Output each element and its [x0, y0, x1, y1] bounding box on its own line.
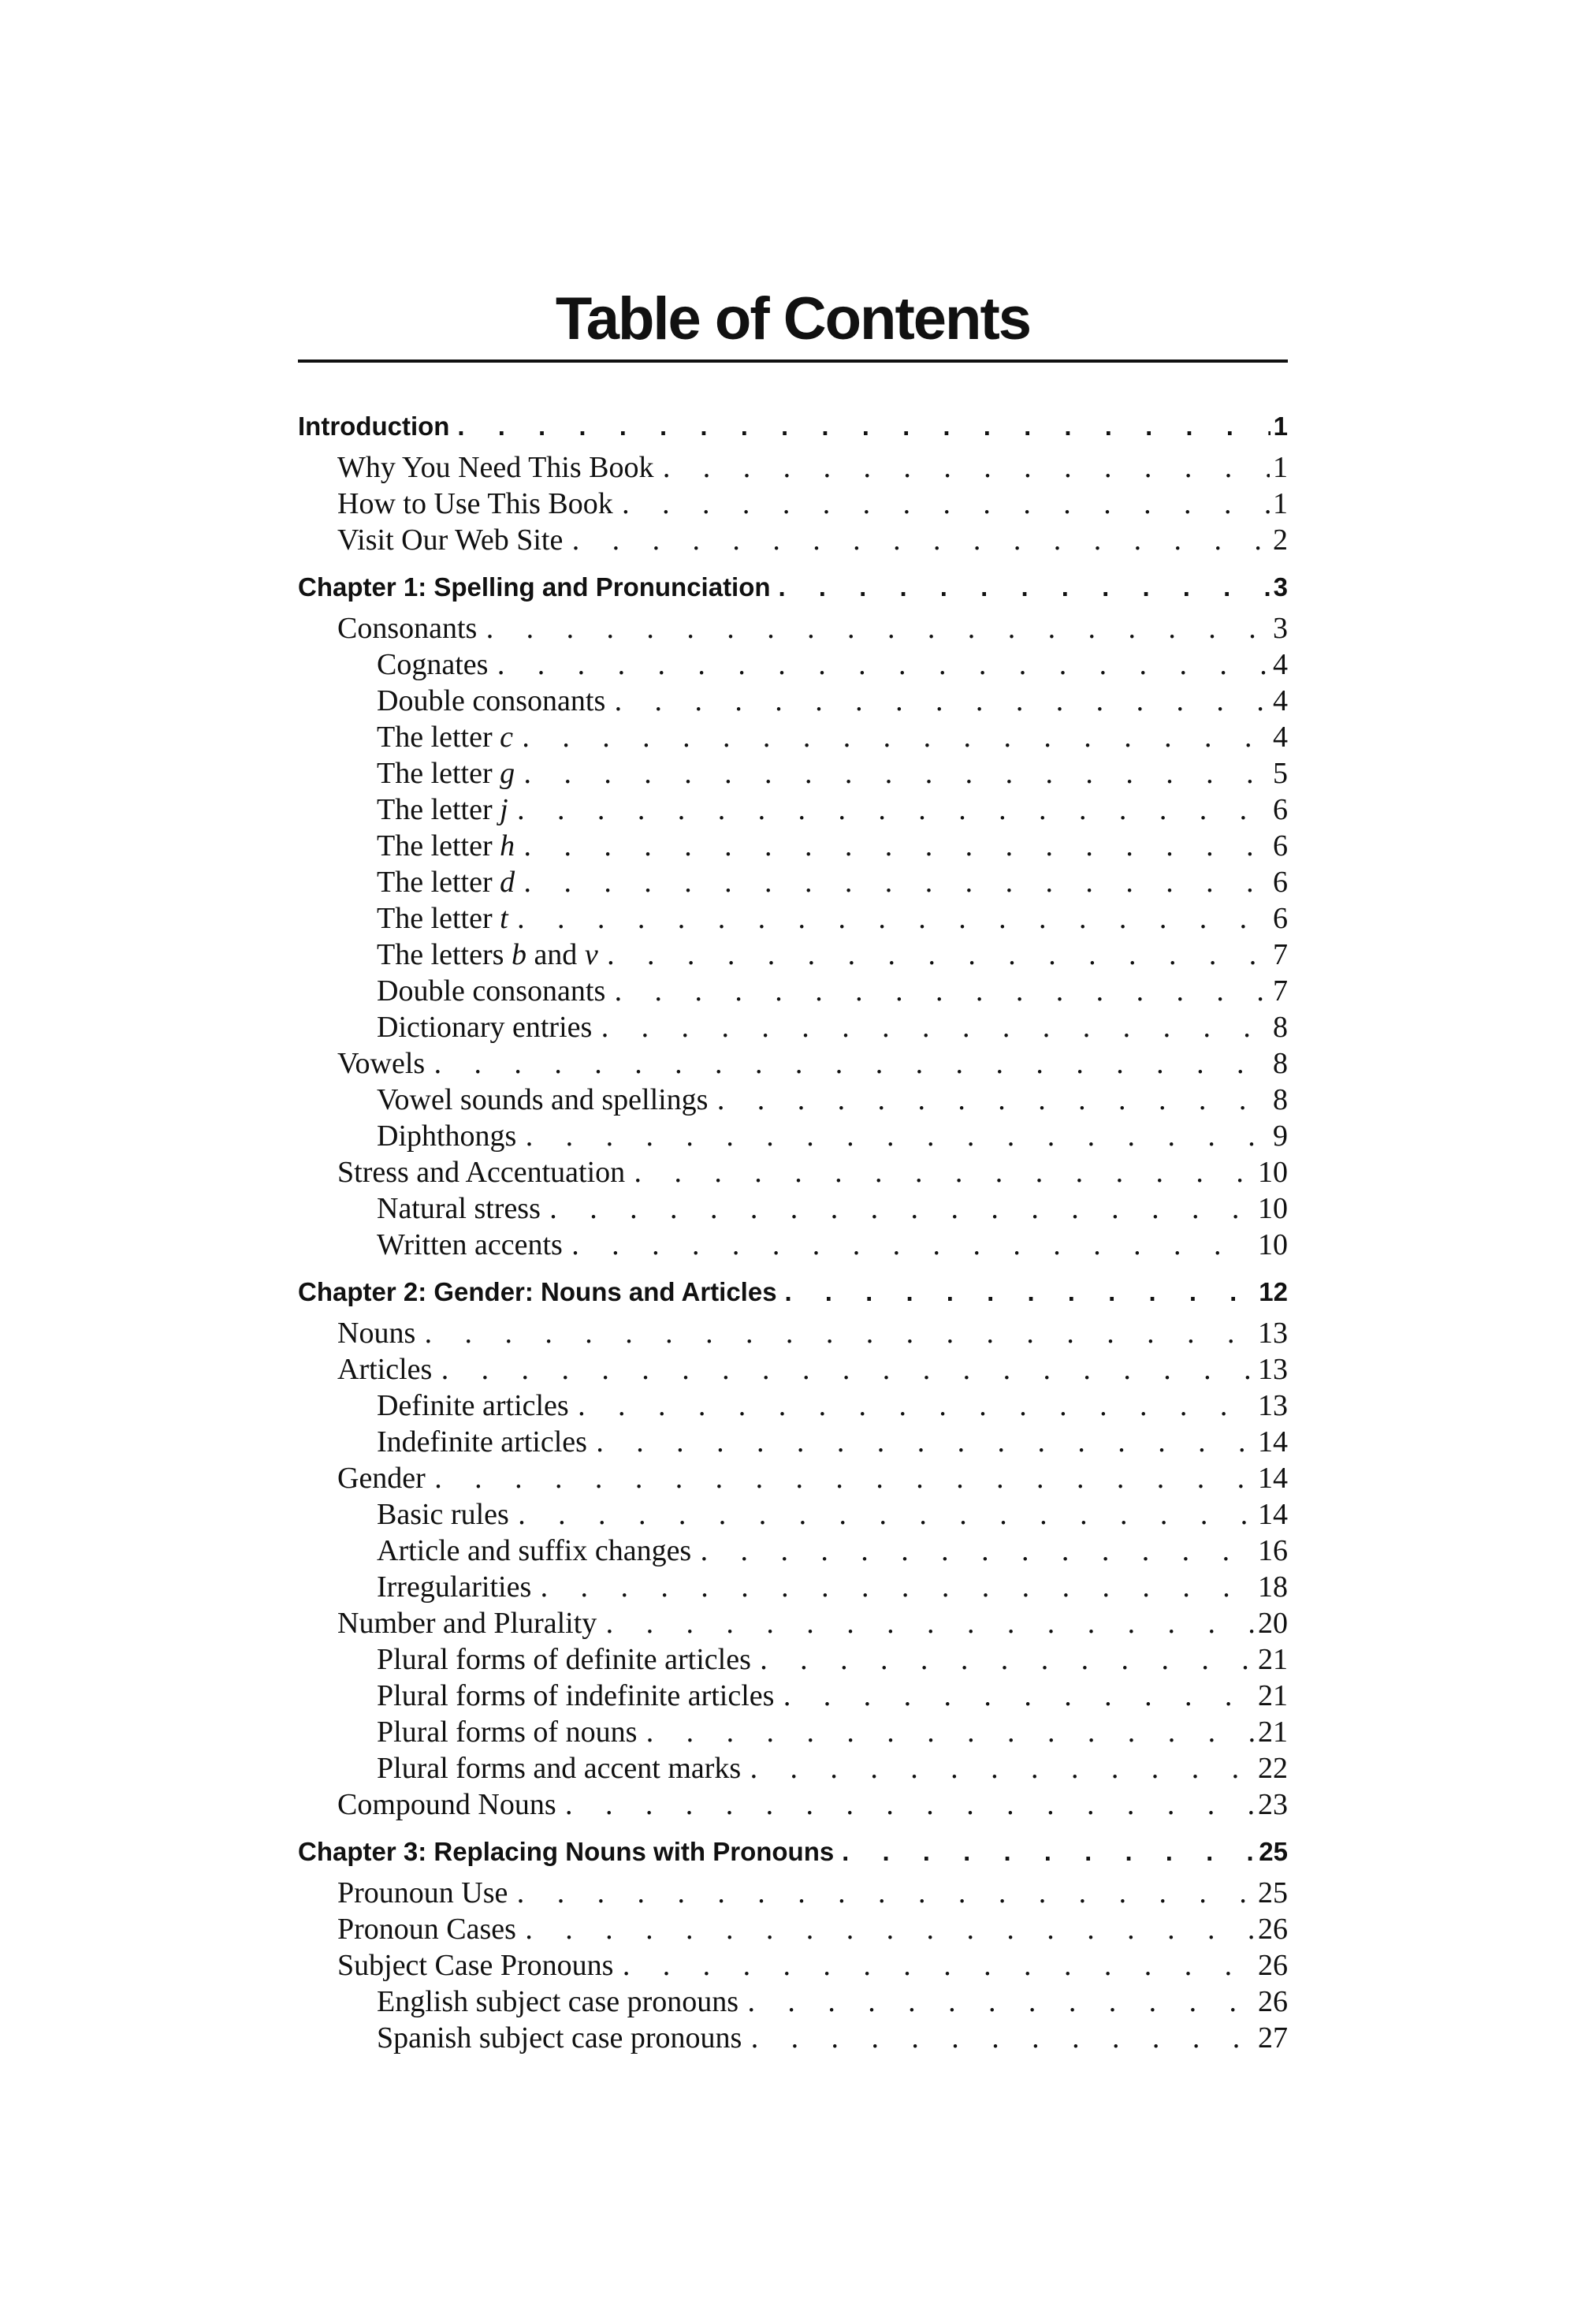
leader-dots: [778, 569, 1270, 605]
leader-dots: [751, 2020, 1255, 2056]
leader-dots: [615, 683, 1270, 719]
entry-title: Basic rules: [377, 1498, 509, 1531]
entry-title: The letter g: [377, 757, 515, 790]
entry-title: Pronoun Cases: [337, 1913, 516, 1946]
leader-dots: [518, 1496, 1255, 1533]
toc-section: [298, 1605, 1288, 1641]
entry-page-number: 3: [1273, 612, 1288, 645]
entry-title: The letter c: [377, 721, 514, 754]
toc-chapter: [298, 569, 1288, 605]
leader-dots: [646, 1714, 1255, 1750]
leader-dots: [517, 900, 1270, 937]
entry-title: Visit Our Web Site: [337, 523, 564, 557]
entry-page-number: 23: [1258, 1788, 1288, 1821]
entry-page-number: 14: [1258, 1425, 1288, 1458]
entry-page-number: 26: [1258, 1985, 1288, 2018]
entry-title: Article and suffix changes: [377, 1534, 692, 1567]
leader-dots: [783, 1678, 1255, 1714]
entry-title: How to Use This Book: [337, 487, 613, 520]
toc-section: [298, 1786, 1288, 1823]
entry-page-number: 22: [1258, 1752, 1288, 1785]
entry-title: Stress and Accentuation: [337, 1156, 626, 1189]
leader-dots: [425, 1315, 1255, 1351]
entry-title: Double consonants: [377, 974, 606, 1008]
leader-dots: [607, 937, 1270, 973]
entry-page-number: 10: [1258, 1192, 1288, 1225]
entry-page-number: 16: [1258, 1534, 1288, 1567]
toc-subsection: [298, 1118, 1288, 1154]
entry-page-number: 26: [1258, 1913, 1288, 1946]
leader-dots: [549, 1190, 1255, 1227]
toc-section: [298, 522, 1288, 558]
leader-dots: [606, 1605, 1255, 1641]
leader-dots: [596, 1424, 1255, 1460]
entry-page-number: 25: [1258, 1876, 1288, 1909]
entry-title: Vowels: [337, 1047, 426, 1080]
toc-subsection: [298, 1388, 1288, 1424]
entry-page-number: 13: [1258, 1353, 1288, 1386]
entry-page-number: 13: [1258, 1317, 1288, 1350]
toc-list: [298, 408, 1288, 2056]
toc-subsection: [298, 1641, 1288, 1678]
leader-dots: [842, 1834, 1256, 1870]
toc-subsection: [298, 1750, 1288, 1786]
chapter-title: Chapter 2: Gender: Nouns and Articles: [298, 1277, 777, 1306]
entry-title: Consonants: [337, 612, 478, 645]
leader-dots: [434, 1045, 1270, 1082]
toc-subsection: [298, 2020, 1288, 2056]
entry-title: Compound Nouns: [337, 1788, 556, 1821]
leader-dots: [525, 1911, 1255, 1947]
toc-subsection: [298, 683, 1288, 719]
entry-page-number: 9: [1273, 1119, 1288, 1153]
chapter-page-number: 1: [1273, 412, 1288, 441]
entry-title: English subject case pronouns: [377, 1985, 739, 2018]
leader-dots: [747, 1984, 1255, 2020]
entry-title: Cognates: [377, 648, 489, 681]
entry-title: Diphthongs: [377, 1119, 517, 1153]
entry-title: Plural forms of indefinite articles: [377, 1679, 775, 1712]
entry-page-number: 2: [1273, 523, 1288, 557]
title-rule: [298, 359, 1288, 363]
toc-section: [298, 1154, 1288, 1190]
leader-dots: [717, 1082, 1270, 1118]
leader-dots: [526, 1118, 1270, 1154]
toc-subsection: [298, 1009, 1288, 1045]
leader-dots: [486, 610, 1270, 646]
entry-page-number: 14: [1258, 1462, 1288, 1495]
entry-page-number: 5: [1273, 757, 1288, 790]
entry-title: Gender: [337, 1462, 426, 1495]
toc-subsection: [298, 646, 1288, 683]
leader-dots: [517, 1875, 1255, 1911]
chapter-title: Introduction: [298, 412, 450, 441]
leader-dots: [457, 408, 1270, 445]
entry-page-number: 13: [1258, 1389, 1288, 1422]
entry-title: Articles: [337, 1353, 433, 1386]
leader-dots: [601, 1009, 1270, 1045]
entry-page-number: 26: [1258, 1949, 1288, 1982]
entry-title: The letters b and v: [377, 938, 598, 971]
entry-page-number: 21: [1258, 1679, 1288, 1712]
entry-page-number: 18: [1258, 1570, 1288, 1604]
leader-dots: [522, 719, 1270, 755]
toc-subsection: [298, 1569, 1288, 1605]
toc-section: [298, 1045, 1288, 1082]
entry-title: Spanish subject case pronouns: [377, 2021, 742, 2055]
page-title: Table of Contents: [555, 285, 1031, 352]
toc-subsection: [298, 1533, 1288, 1569]
entry-title: Vowel sounds and spellings: [377, 1083, 709, 1116]
toc-subsection: [298, 1496, 1288, 1533]
toc-section: [298, 1315, 1288, 1351]
entry-title: Indefinite articles: [377, 1425, 587, 1458]
toc-subsection: [298, 1424, 1288, 1460]
toc-chapter: [298, 408, 1288, 445]
leader-dots: [572, 522, 1270, 558]
entry-title: Double consonants: [377, 684, 606, 717]
leader-dots: [634, 1154, 1255, 1190]
toc-section: [298, 486, 1288, 522]
entry-title: Plural forms of definite articles: [377, 1643, 751, 1676]
toc-subsection: [298, 792, 1288, 828]
toc-subsection: [298, 937, 1288, 973]
leader-dots: [524, 864, 1270, 900]
entry-page-number: 8: [1273, 1083, 1288, 1116]
leader-dots: [434, 1460, 1255, 1496]
entry-page-number: 21: [1258, 1643, 1288, 1676]
toc-subsection: [298, 1678, 1288, 1714]
entry-page-number: 1: [1273, 487, 1288, 520]
toc-chapter: [298, 1834, 1288, 1870]
entry-title: Plural forms and accent marks: [377, 1752, 742, 1785]
leader-dots: [750, 1750, 1255, 1786]
leader-dots: [497, 646, 1270, 683]
chapter-page-number: 25: [1259, 1837, 1288, 1866]
entry-title: The letter h: [377, 829, 515, 862]
entry-page-number: 10: [1258, 1228, 1288, 1261]
entry-title: Irregularities: [377, 1570, 532, 1604]
entry-page-number: 6: [1273, 829, 1288, 862]
toc-section: [298, 1911, 1288, 1947]
entry-page-number: 4: [1273, 648, 1288, 681]
entry-title: The letter d: [377, 866, 515, 899]
leader-dots: [517, 792, 1270, 828]
toc-subsection: [298, 1190, 1288, 1227]
entry-page-number: 6: [1273, 866, 1288, 899]
leader-dots: [622, 486, 1270, 522]
entry-title: The letter j: [377, 793, 508, 826]
entry-title: Why You Need This Book: [337, 451, 654, 484]
entry-page-number: 7: [1273, 974, 1288, 1008]
toc-section: [298, 610, 1288, 646]
toc-section: [298, 1460, 1288, 1496]
leader-dots: [615, 973, 1270, 1009]
entry-page-number: 20: [1258, 1607, 1288, 1640]
toc-section: [298, 1947, 1288, 1984]
toc-subsection: [298, 1082, 1288, 1118]
toc-subsection: [298, 864, 1288, 900]
entry-page-number: 6: [1273, 793, 1288, 826]
entry-page-number: 6: [1273, 902, 1288, 935]
entry-title: Dictionary entries: [377, 1011, 593, 1044]
toc-subsection: [298, 1714, 1288, 1750]
toc-page: [298, 284, 1288, 2056]
entry-title: Definite articles: [377, 1389, 569, 1422]
entry-title: Nouns: [337, 1317, 416, 1350]
leader-dots: [663, 449, 1270, 486]
toc-section: [298, 449, 1288, 486]
entry-title: The letter t: [377, 902, 508, 935]
chapter-page-number: 12: [1259, 1277, 1288, 1306]
toc-subsection: [298, 900, 1288, 937]
leader-dots: [784, 1274, 1256, 1310]
leader-dots: [623, 1947, 1255, 1984]
toc-subsection: [298, 1984, 1288, 2020]
entry-title: Prounoun Use: [337, 1876, 508, 1909]
toc-chapter: [298, 1274, 1288, 1310]
leader-dots: [578, 1388, 1255, 1424]
entry-page-number: 4: [1273, 684, 1288, 717]
leader-dots: [524, 828, 1270, 864]
entry-title: Written accents: [377, 1228, 563, 1261]
toc-subsection: [298, 828, 1288, 864]
entry-page-number: 4: [1273, 721, 1288, 754]
entry-page-number: 21: [1258, 1716, 1288, 1749]
leader-dots: [565, 1786, 1255, 1823]
entry-page-number: 7: [1273, 938, 1288, 971]
entry-page-number: 14: [1258, 1498, 1288, 1531]
entry-page-number: 10: [1258, 1156, 1288, 1189]
entry-title: Subject Case Pronouns: [337, 1949, 614, 1982]
entry-page-number: 8: [1273, 1011, 1288, 1044]
toc-subsection: [298, 1227, 1288, 1263]
entry-title: Number and Plurality: [337, 1607, 597, 1640]
toc-subsection: [298, 755, 1288, 792]
entry-page-number: 27: [1258, 2021, 1288, 2055]
entry-page-number: 1: [1273, 451, 1288, 484]
toc-subsection: [298, 719, 1288, 755]
leader-dots: [701, 1533, 1255, 1569]
toc-section: [298, 1351, 1288, 1388]
entry-page-number: 8: [1273, 1047, 1288, 1080]
chapter-page-number: 3: [1273, 572, 1288, 602]
chapter-title: Chapter 1: Spelling and Pronunciation: [298, 572, 771, 602]
leader-dots: [760, 1641, 1255, 1678]
leader-dots: [571, 1227, 1255, 1263]
entry-title: Natural stress: [377, 1192, 541, 1225]
leader-dots: [524, 755, 1270, 792]
toc-section: [298, 1875, 1288, 1911]
toc-subsection: [298, 973, 1288, 1009]
leader-dots: [441, 1351, 1255, 1388]
chapter-title: Chapter 3: Replacing Nouns with Pronouns: [298, 1837, 835, 1866]
leader-dots: [541, 1569, 1255, 1605]
entry-title: Plural forms of nouns: [377, 1716, 638, 1749]
